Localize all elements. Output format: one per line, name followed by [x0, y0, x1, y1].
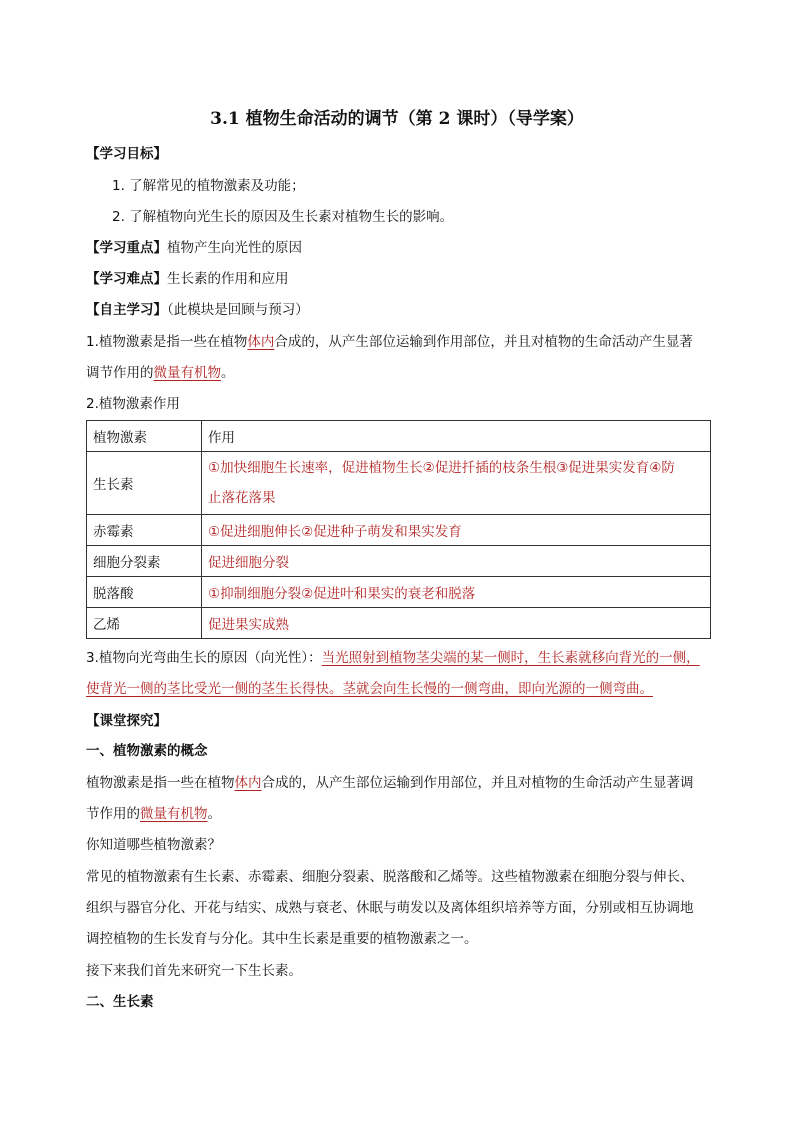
q1-mid: 合成的，从产生部位运输到作用部位，并且对植物的生命活动产生显著: [274, 334, 693, 350]
question-1-line-2: [86, 363, 235, 383]
question-1-line-1: [86, 332, 693, 352]
difficulty-text: 生长素的作用和应用: [167, 271, 289, 287]
objective-item-2: 2. 了解植物向光生长的原因及生长素对植物生长的影响。: [112, 209, 454, 225]
self-study-label: 【自主学习】: [86, 302, 167, 318]
classroom-heading: 【课堂探究】: [86, 713, 167, 729]
section-1-next: 接下来我们首先来研究一下生长素。: [86, 963, 302, 979]
s1-answer-2: 微量有机物: [140, 806, 208, 822]
s1-p1-end: 。: [207, 806, 221, 822]
s1-p1-prefix: 植物激素是指一些在植物: [86, 775, 235, 791]
key-point-label: 【学习重点】: [86, 240, 167, 256]
question-2-label: 2.植物激素作用: [86, 396, 180, 412]
s1-p1-line2-prefix: 节作用的: [86, 806, 140, 822]
q3-prefix: 3.植物向光弯曲生长的原因（向光性）：: [86, 650, 322, 666]
table-header-row: [87, 421, 711, 452]
page-title: 3.1 植物生命活动的调节（第 2 课时）（导学案）: [210, 109, 584, 129]
hormone-effect: ①促进细胞伸长②促进种子萌发和果实发育: [202, 515, 711, 546]
self-study: [86, 300, 309, 320]
hormone-name: 乙烯: [87, 608, 202, 639]
q1-end: 。: [221, 365, 235, 381]
section-1-para-2-line-3: 调控植物的生长发育与分化。其中生长素是重要的植物激素之一。: [86, 931, 478, 947]
hormone-effect: 促进果实成熟: [202, 608, 711, 639]
table-row: [87, 577, 711, 608]
q3-answer-line-2: 使背光一侧的茎比受光一侧的茎生长得快。茎就会向生长慢的一侧弯曲，即向光源的一侧弯曲。: [86, 681, 653, 697]
table-header-effect: 作用: [202, 421, 711, 452]
q1-line2-prefix: 调节作用的: [86, 365, 154, 381]
hormone-name: 生长素: [87, 452, 202, 515]
hormone-effect: ①抑制细胞分裂②促进叶和果实的衰老和脱落: [202, 577, 711, 608]
effect-line-1: ①加快细胞生长速率，促进植物生长②促进扦插的枝条生根③促进果实发育④防: [208, 460, 675, 476]
s1-p1-mid: 合成的，从产生部位运输到作用部位，并且对植物的生命活动产生显著调: [261, 775, 694, 791]
objective-item-1: 1. 了解常见的植物激素及功能；: [112, 178, 305, 194]
section-1-para-2-line-1: 常见的植物激素有生长素、赤霉素、细胞分裂素、脱落酸和乙烯等。这些植物激素在细胞分裂与伸长、: [86, 869, 694, 885]
difficulty: [86, 269, 289, 289]
section-2-heading: 二、生长素: [86, 994, 154, 1010]
effect-line-2: 止落花落果: [208, 490, 276, 506]
table-row: [87, 452, 711, 515]
s1-answer-1: 体内: [234, 775, 262, 791]
self-study-note: （此模块是回顾与预习）: [167, 302, 309, 318]
section-1-para-1-line-1: [86, 773, 694, 793]
objectives-heading: 【学习目标】: [86, 146, 167, 162]
hormone-effect: 促进细胞分裂: [202, 546, 711, 577]
q3-answer-line-1: 当光照射到植物茎尖端的某一侧时，生长素就移向背光的一侧，: [321, 650, 700, 666]
difficulty-label: 【学习难点】: [86, 271, 167, 287]
hormone-table: [86, 420, 711, 639]
section-1-para-2-line-2: 组织与器官分化、开花与结实、成熟与衰老、休眠与萌发以及离体组织培养等方面，分别或相互协调地: [86, 900, 694, 916]
q1-prefix: 1.植物激素是指一些在植物: [86, 334, 248, 350]
section-1-heading: 一、植物激素的概念: [86, 743, 208, 759]
hormone-name: 脱落酸: [87, 577, 202, 608]
section-1-para-1-line-2: [86, 804, 221, 824]
q1-answer-1: 体内: [247, 334, 275, 350]
hormone-name: 细胞分裂素: [87, 546, 202, 577]
table-row: [87, 546, 711, 577]
section-1-question: 你知道哪些植物激素？: [86, 837, 221, 853]
table-header-hormone: 植物激素: [87, 421, 202, 452]
key-point: [86, 238, 302, 258]
hormone-effect: [202, 452, 711, 515]
key-point-text: 植物产生向光性的原因: [167, 240, 302, 256]
table-row: [87, 608, 711, 639]
q1-answer-2: 微量有机物: [153, 365, 221, 381]
question-3-line-2: [86, 679, 653, 699]
table-row: [87, 515, 711, 546]
hormone-name: 赤霉素: [87, 515, 202, 546]
question-3-line-1: [86, 648, 700, 668]
